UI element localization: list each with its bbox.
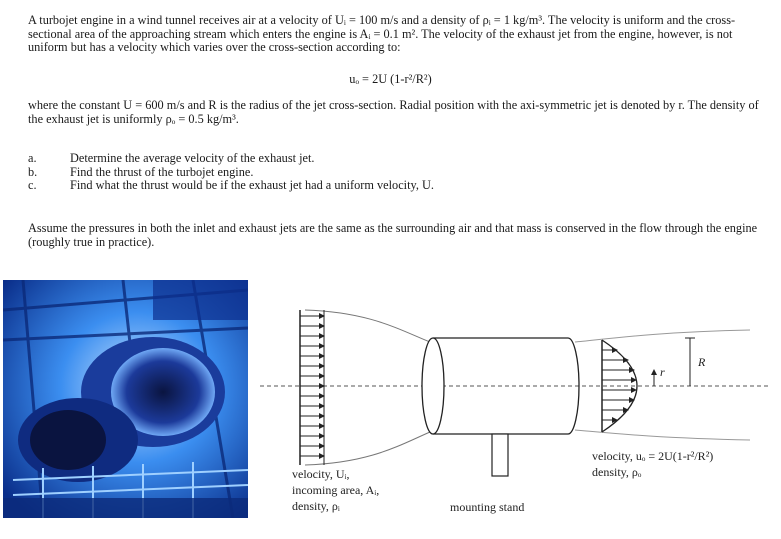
question-text: Find what the thrust would be if the exhaust jet had a uniform velocity, U. bbox=[70, 178, 434, 193]
velocity-equation: uₒ = 2U (1-r²/R²) bbox=[349, 72, 432, 86]
question-item bbox=[28, 179, 434, 193]
inlet-density-label: density, ρᵢ bbox=[292, 499, 340, 513]
engine-diagram bbox=[250, 280, 775, 535]
exit-density-label: density, ρₒ bbox=[592, 465, 642, 479]
problem-details: where the constant U = 600 m/s and R is the radius of the jet cross-section. Radial position with the axi-symmetric jet is denoted by r. The density of the exhaust jet is uniformly ρₒ = 0.5 kg/m³. bbox=[28, 98, 759, 126]
inlet-velocity-profile bbox=[300, 310, 324, 465]
question-text: Find the thrust of the turbojet engine. bbox=[70, 164, 254, 179]
exit-velocity-label: velocity, uₒ = 2U(1-r²/R²) bbox=[592, 449, 714, 463]
question-label: b. bbox=[28, 164, 38, 179]
problem-intro: A turbojet engine in a wind tunnel receives air at a velocity of Uᵢ = 100 m/s and a density of ρᵢ = 1 kg/m³. The velocity is uniform and the cross-sectional area of the approaching stream which enters the engine is Aᵢ = 0.1 m². The velocity of the exhaust jet from the engine, however, is not uniform but has a velocity which varies over the cross-section according to: bbox=[28, 13, 736, 55]
assumption-text: Assume the pressures in both the inlet and exhaust jets are the same as the surrounding air and that mass is conserved in the flow through the engine (roughly true in practice). bbox=[28, 221, 758, 249]
question-text: Determine the average velocity of the exhaust jet. bbox=[70, 151, 315, 165]
mounting-stand bbox=[492, 434, 508, 476]
question-label: a. bbox=[28, 151, 37, 165]
inlet-velocity-label: velocity, Uᵢ, bbox=[292, 467, 350, 481]
question-label: c. bbox=[28, 178, 37, 193]
R-label: R bbox=[698, 355, 706, 369]
turbojet-photo bbox=[3, 280, 248, 518]
question-list bbox=[28, 152, 434, 193]
question-item bbox=[28, 166, 434, 180]
mounting-stand-label: mounting stand bbox=[450, 500, 525, 514]
question-item bbox=[28, 152, 434, 166]
r-label: r bbox=[660, 365, 665, 379]
inlet-area-label: incoming area, Aᵢ, bbox=[292, 483, 380, 497]
